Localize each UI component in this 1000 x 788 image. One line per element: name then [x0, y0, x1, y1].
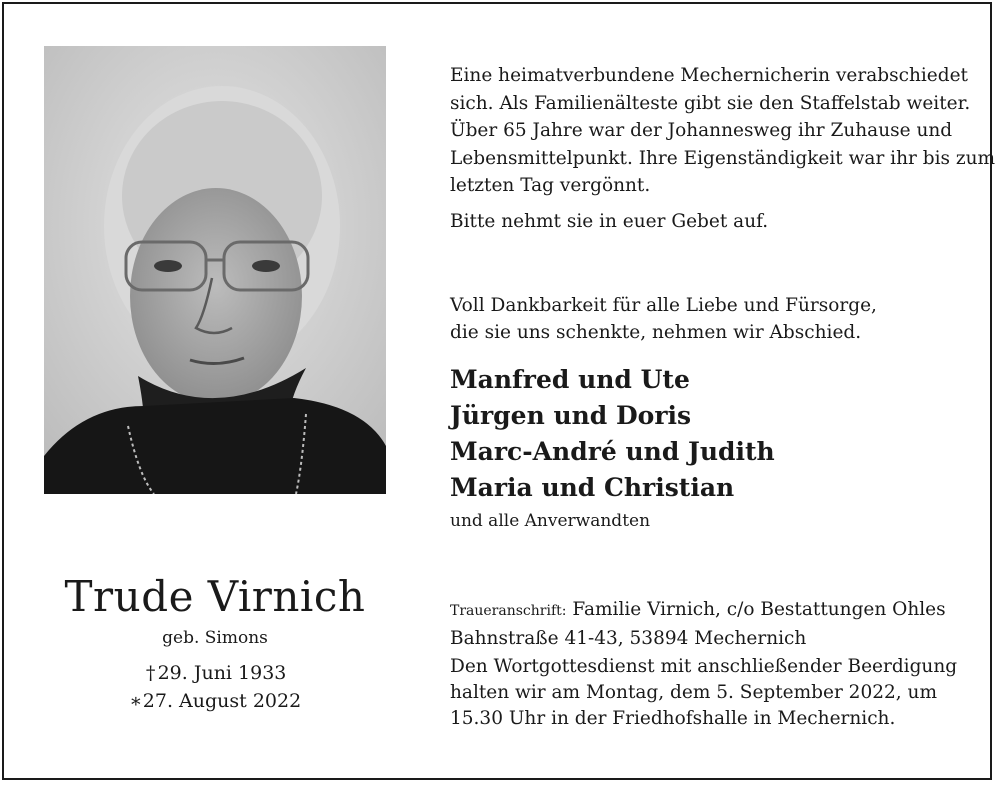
address-line-1 [450, 596, 980, 625]
gratitude-line: die sie uns schenkte, nehmen wir Abschied. [450, 322, 862, 343]
date-one-value: 29. Juni 1933 [157, 662, 287, 684]
obituary-notice [2, 2, 996, 780]
date-two [44, 687, 386, 715]
cross-symbol-icon: † [145, 662, 156, 684]
date-one [44, 659, 386, 687]
tribute-line: letzten Tag vergönnt. [450, 175, 651, 196]
address-line-2: Bahnstraße 41-43, 53894 Mechernich [450, 628, 807, 649]
family-name: Maria und Christian [450, 473, 735, 502]
relatives-text: und alle Anverwandten [450, 511, 651, 531]
mourning-address [450, 596, 980, 652]
life-dates [44, 659, 386, 715]
tribute-line: Lebensmittelpunkt. Ihre Eigenständigkeit war ihr bis zum [450, 147, 996, 169]
tribute-text [450, 62, 996, 200]
gratitude-line: Voll Dankbarkeit für alle Liebe und Fürsorge, [450, 295, 877, 316]
tribute-line: Eine heimatverbundene Mechernicherin verabschiedet [450, 65, 968, 86]
family-name: Marc-André und Judith [450, 437, 775, 466]
service-line: 15.30 Uhr in der Friedhofshalle in Mechernich. [450, 708, 896, 729]
tribute-line: Über 65 Jahre war der Johannesweg ihr Zuhause und [450, 120, 953, 141]
service-text [450, 654, 980, 732]
maiden-name: geb. Simons [162, 628, 268, 648]
prayer-text [450, 208, 980, 235]
address-label: Traueranschrift: [450, 603, 567, 619]
family-name: Manfred und Ute [450, 365, 690, 394]
family-name: Jürgen und Doris [450, 401, 692, 430]
service-line: halten wir am Montag, dem 5. September 2022, um [450, 682, 937, 703]
star-symbol-icon: ∗ [129, 690, 143, 712]
deceased-name: Trude Virnich [64, 572, 366, 621]
portrait-photo [44, 46, 386, 494]
date-two-value: 27. August 2022 [142, 690, 302, 712]
service-line: Den Wortgottesdienst mit anschließender Beerdigung [450, 656, 958, 677]
address-value: Familie Virnich, c/o Bestattungen Ohles [572, 599, 946, 620]
tribute-line: sich. Als Familienälteste gibt sie den Staffelstab weiter. [450, 92, 971, 114]
prayer-line: Bitte nehmt sie in euer Gebet auf. [450, 211, 769, 232]
gratitude-text [450, 292, 980, 346]
mourner-families [450, 362, 980, 506]
